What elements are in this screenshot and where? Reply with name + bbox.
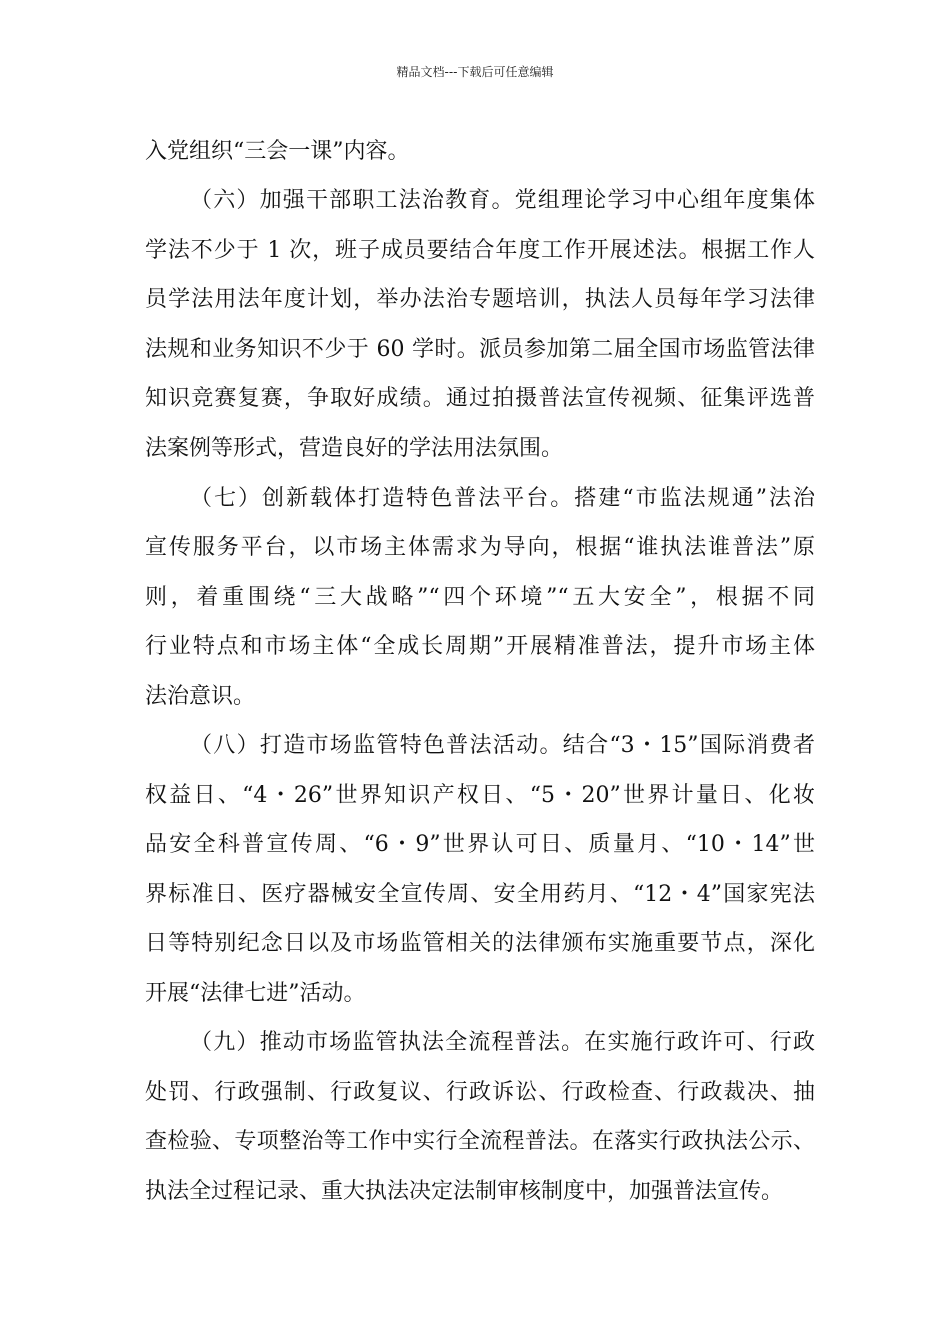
text-line: 则，着重围绕“三大战略”“四个环境”“五大安全”，根据不同 [145,585,815,610]
text-line: 界标准日、医疗器械安全宣传周、安全用药月、“12・4”国家宪法 [145,882,815,907]
text-line: 法规和业务知识不少于 60 学时。派员参加第二届全国市场监管法律 [145,337,815,362]
text-line: 日等特别纪念日以及市场监管相关的法律颁布实施重要节点，深化 [145,931,815,956]
paragraph-start-line: （六）加强干部职工法治教育。党组理论学习中心组年度集体 [190,188,815,213]
text-line: 执法全过程记录、重大执法决定法制审核制度中，加强普法宣传。 [145,1179,784,1204]
text-line: 法案例等形式，营造良好的学法用法氛围。 [145,436,564,461]
text-line: 宣传服务平台，以市场主体需求为导向，根据“谁执法谁普法”原 [145,535,815,560]
text-line: 入党组织“三会一课”内容。 [145,139,410,164]
text-line: 员学法用法年度计划，举办法治专题培训，执法人员每年学习法律 [145,287,815,312]
text-line: 处罚、行政强制、行政复议、行政诉讼、行政检查、行政裁决、抽 [145,1080,815,1105]
text-line: 知识竞赛复赛，争取好成绩。通过拍摄普法宣传视频、征集评选普 [145,386,815,411]
text-line: 学法不少于 1 次，班子成员要结合年度工作开展述法。根据工作人 [145,238,815,263]
text-line: 权益日、“4・26”世界知识产权日、“5・20”世界计量日、化妆 [145,783,815,808]
text-line: 开展“法律七进”活动。 [145,981,366,1006]
paragraph-start-line: （九）推动市场监管执法全流程普法。在实施行政许可、行政 [190,1030,815,1055]
page-header: 精品文档---下载后可任意编辑 [396,65,554,79]
text-line: 查检验、专项整治等工作中实行全流程普法。在落实行政执法公示、 [145,1129,815,1154]
text-line: 品安全科普宣传周、“6・9”世界认可日、质量月、“10・14”世 [145,832,815,857]
paragraph-start-line: （七）创新载体打造特色普法平台。搭建“市监法规通”法治 [190,486,815,511]
text-line: 法治意识。 [145,684,256,709]
text-line: 行业特点和市场主体“全成长周期”开展精准普法，提升市场主体 [145,634,815,659]
paragraph-start-line: （八）打造市场监管特色普法活动。结合“3・15”国际消费者 [190,733,815,758]
